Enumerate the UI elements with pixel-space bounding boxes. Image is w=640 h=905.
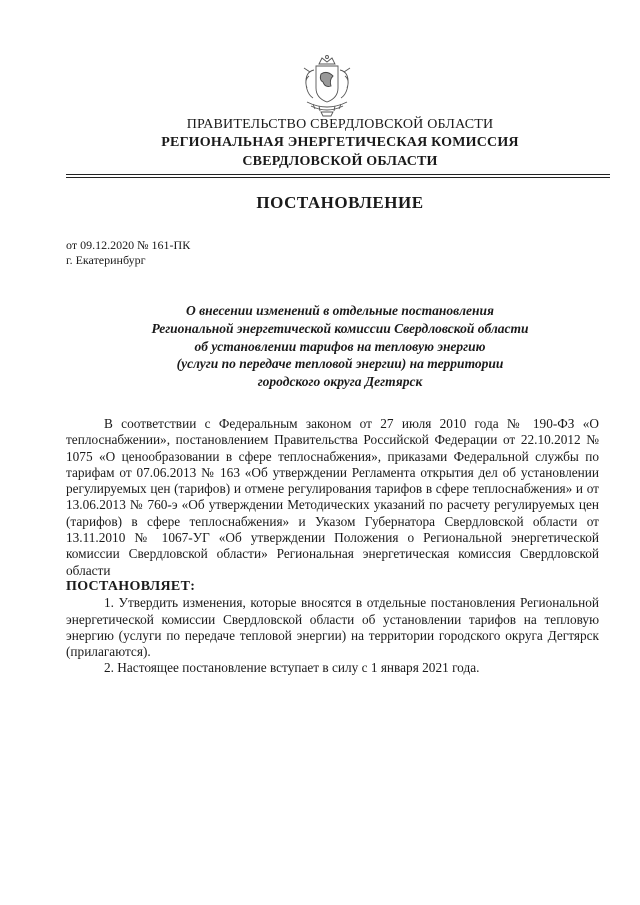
subject-line: городского округа Дегтярск (257, 374, 423, 390)
header-divider-bottom (66, 177, 610, 178)
header-divider-top (66, 174, 610, 175)
subject-line: О внесении изменений в отдельные постановления (185, 303, 495, 318)
preamble-paragraph: В соответствии с Федеральным законом от 27 июля 2010 года № 190-ФЗ «О теплоснабжении», постановлением Правительства Российской Федерации от 22.10.2012 № 1075 «О ценообразовании в сфере теплоснабжения», приказами Федеральной службы по тарифам от 07.06.2013 № 163 «Об утверждении Регламента открытия дел об установлении регулируемых цен (тарифов) и отмене регулирования тарифов в сфере теплоснабжения» и от 13.06.2013 № 760-э «Об утверждении Методических указаний по расчету регулируемых цен (тарифов) в сфере теплоснабжения» и Указом Губернатора Свердловской области от 13.11.2010 № 1067-УГ «Об утверждении Положения о Региональной энергетической комиссии Свердловской области» Региональная энергетическая комиссия Свердловской области (66, 416, 599, 578)
government-name: ПРАВИТЕЛЬСТВО СВЕРДЛОВСКОЙ ОБЛАСТИ (186, 117, 494, 132)
document-body (66, 416, 599, 677)
subject-line: (услуги по передаче тепловой энергии) на территории (176, 356, 504, 372)
document-date-number: от 09.12.2020 № 161-ПК (66, 238, 191, 252)
item-2-paragraph: 2. Настоящее постановление вступает в силу с 1 января 2021 года. (104, 660, 480, 676)
item-1-paragraph: 1. Утвердить изменения, которые вносятся в отдельные постановления Региональной энергетической комиссии Свердловской области об установлении тарифов на тепловую энергию (услуги по передаче тепловой энергии) на территории городского округа Дегтярск (прилагаются). (66, 595, 599, 660)
document-city: г. Екатеринбург (66, 253, 146, 267)
region-name: СВЕРДЛОВСКОЙ ОБЛАСТИ (242, 154, 438, 169)
document-type: ПОСТАНОВЛЕНИЕ (256, 193, 424, 212)
subject-line: об установлении тарифов на тепловую энергию (194, 338, 486, 354)
coat-of-arms-icon (299, 54, 355, 118)
subject-line: Региональной энергетической комиссии Свердловской области (151, 320, 529, 336)
decree-word: ПОСТАНОВЛЯЕТ: (66, 578, 196, 594)
commission-name: РЕГИОНАЛЬНАЯ ЭНЕРГЕТИЧЕСКАЯ КОМИССИЯ (161, 135, 519, 150)
document-subject (90, 302, 590, 391)
